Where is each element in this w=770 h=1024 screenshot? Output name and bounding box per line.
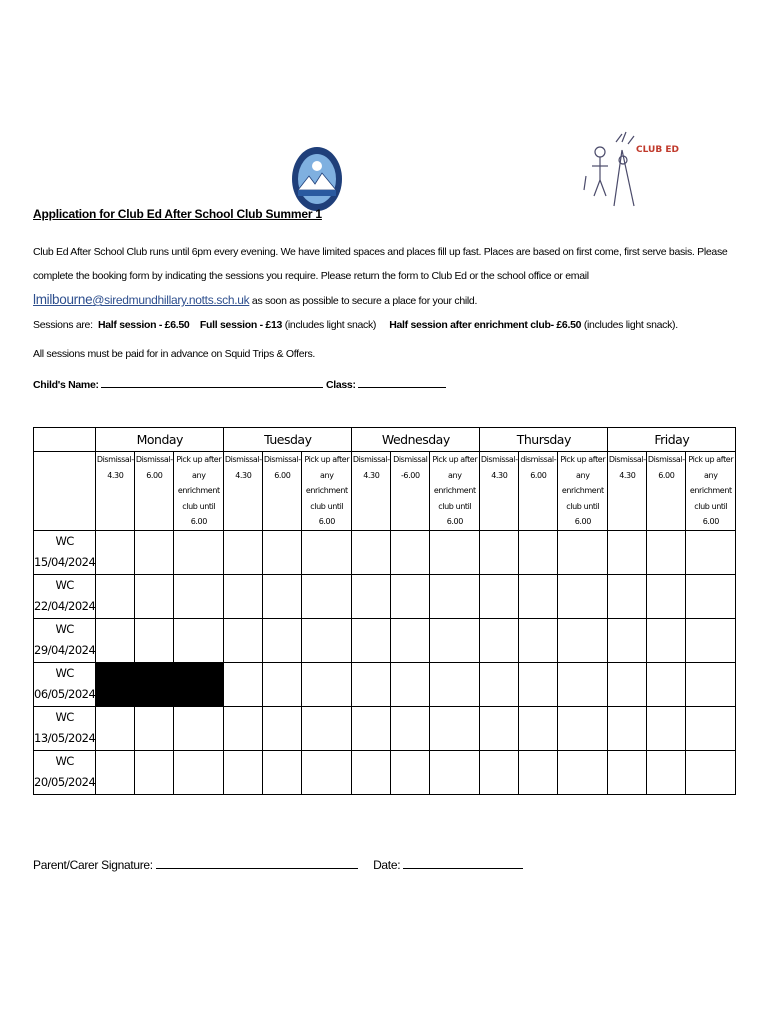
unavailable-cell	[174, 662, 224, 706]
session-type-header: Dismissal- 6.00	[647, 452, 686, 531]
signature-line	[33, 858, 523, 872]
booking-cell[interactable]	[391, 750, 430, 794]
booking-cell[interactable]	[608, 706, 647, 750]
booking-cell[interactable]	[96, 530, 135, 574]
day-header-monday: Monday	[96, 428, 224, 452]
booking-cell[interactable]	[686, 574, 736, 618]
booking-cell[interactable]	[480, 706, 519, 750]
intro-paragraph	[33, 240, 733, 313]
signature-label: Parent/Carer Signature:	[33, 858, 153, 872]
week-row	[34, 530, 736, 574]
booking-cell[interactable]	[480, 750, 519, 794]
booking-cell[interactable]	[519, 750, 558, 794]
child-details-line	[33, 377, 446, 391]
booking-cell[interactable]	[391, 706, 430, 750]
booking-cell[interactable]	[224, 618, 263, 662]
session-type-header: Dismissal- 4.30	[224, 452, 263, 531]
booking-cell[interactable]	[174, 530, 224, 574]
booking-cell[interactable]	[558, 662, 608, 706]
booking-cell[interactable]	[647, 618, 686, 662]
day-header-wednesday: Wednesday	[352, 428, 480, 452]
table-corner-cell	[34, 428, 96, 452]
booking-cell[interactable]	[686, 662, 736, 706]
session-type-header: dismissal- 6.00	[519, 452, 558, 531]
child-name-field[interactable]	[101, 377, 323, 388]
booking-cell[interactable]	[224, 706, 263, 750]
week-row	[34, 662, 736, 706]
session-type-header: Dismissal- 6.00	[263, 452, 302, 531]
booking-cell[interactable]	[608, 662, 647, 706]
booking-cell[interactable]	[519, 662, 558, 706]
booking-cell[interactable]	[391, 530, 430, 574]
booking-cell[interactable]	[224, 750, 263, 794]
week-row	[34, 750, 736, 794]
session-type-header: Pick up after any enrichment club until 6.00	[686, 452, 736, 531]
booking-cell[interactable]	[263, 574, 302, 618]
booking-cell[interactable]	[302, 618, 352, 662]
booking-cell[interactable]	[647, 574, 686, 618]
booking-cell[interactable]	[263, 662, 302, 706]
booking-cell[interactable]	[430, 618, 480, 662]
club-ed-logo-text: CLUB ED	[636, 145, 679, 155]
booking-cell[interactable]	[686, 706, 736, 750]
booking-cell[interactable]	[647, 662, 686, 706]
session-type-header: Dismissal -6.00	[391, 452, 430, 531]
booking-cell[interactable]	[352, 750, 391, 794]
intro-text-2: as soon as possible to secure a place for your child.	[249, 295, 478, 307]
week-row	[34, 618, 736, 662]
booking-cell[interactable]	[135, 750, 174, 794]
booking-cell[interactable]	[430, 662, 480, 706]
booking-cell[interactable]	[391, 662, 430, 706]
booking-cell[interactable]	[430, 574, 480, 618]
booking-cell[interactable]	[608, 750, 647, 794]
session-type-header: Dismissal- 4.30	[352, 452, 391, 531]
week-label: WC 06/05/2024	[34, 662, 96, 706]
full-session-price: Full session - £13	[199, 319, 283, 331]
session-type-header: Dismissal- 4.30	[480, 452, 519, 531]
booking-cell[interactable]	[135, 706, 174, 750]
booking-cell[interactable]	[686, 530, 736, 574]
booking-cell[interactable]	[608, 530, 647, 574]
booking-cell[interactable]	[352, 706, 391, 750]
booking-cell[interactable]	[519, 618, 558, 662]
booking-cell[interactable]	[391, 574, 430, 618]
intro-text-1: Club Ed After School Club runs until 6pm every evening. We have limited spaces and places fill up fast. Places are based on first come, first serve basis. Please complete the booking form by indicating the sessions you require. Please return the form to Club Ed or the school office or email	[33, 246, 728, 282]
week-label: WC 22/04/2024	[34, 574, 96, 618]
booking-cell[interactable]	[135, 530, 174, 574]
session-type-header: Dismissal- 4.30	[96, 452, 135, 531]
booking-cell[interactable]	[302, 706, 352, 750]
booking-cell[interactable]	[352, 530, 391, 574]
booking-cell[interactable]	[263, 618, 302, 662]
unavailable-cell	[96, 662, 135, 706]
booking-cell[interactable]	[480, 618, 519, 662]
week-label: WC 20/05/2024	[34, 750, 96, 794]
booking-cell[interactable]	[352, 662, 391, 706]
booking-cell[interactable]	[302, 750, 352, 794]
day-header-tuesday: Tuesday	[224, 428, 352, 452]
booking-cell[interactable]	[686, 618, 736, 662]
booking-cell[interactable]	[519, 574, 558, 618]
booking-cell[interactable]	[96, 574, 135, 618]
date-field[interactable]	[403, 858, 523, 869]
booking-cell[interactable]	[430, 706, 480, 750]
booking-cell[interactable]	[519, 706, 558, 750]
child-name-label: Child's Name:	[33, 379, 99, 391]
booking-cell[interactable]	[263, 706, 302, 750]
day-header-friday: Friday	[608, 428, 736, 452]
session-prices: Sessions are: Half session - £6.50 Full session - £13 (includes light snack) Half session after enrichment club- £6.50 (includes light snack).	[33, 319, 678, 331]
booking-cell[interactable]	[135, 618, 174, 662]
booking-cell[interactable]	[519, 530, 558, 574]
payment-note: All sessions must be paid for in advance on Squid Trips & Offers.	[33, 348, 316, 360]
booking-cell[interactable]	[480, 662, 519, 706]
booking-cell[interactable]	[174, 574, 224, 618]
unavailable-cell	[135, 662, 174, 706]
booking-cell[interactable]	[558, 574, 608, 618]
booking-cell[interactable]	[96, 706, 135, 750]
booking-cell[interactable]	[224, 530, 263, 574]
booking-cell[interactable]	[558, 618, 608, 662]
booking-cell[interactable]	[96, 618, 135, 662]
enrichment-session-price: Half session after enrichment club- £6.50	[389, 319, 582, 331]
week-label: WC 13/05/2024	[34, 706, 96, 750]
class-field[interactable]	[358, 377, 446, 388]
week-row	[34, 574, 736, 618]
booking-cell[interactable]	[686, 750, 736, 794]
booking-cell[interactable]	[480, 574, 519, 618]
booking-cell[interactable]	[647, 530, 686, 574]
booking-cell[interactable]	[135, 574, 174, 618]
booking-cell[interactable]	[352, 618, 391, 662]
booking-cell[interactable]	[558, 750, 608, 794]
session-type-header: Pick up after any enrichment club until 6.00	[430, 452, 480, 531]
booking-cell[interactable]	[558, 706, 608, 750]
booking-cell[interactable]	[647, 706, 686, 750]
booking-cell[interactable]	[174, 706, 224, 750]
club-ed-logo	[578, 130, 679, 212]
booking-cell[interactable]	[391, 618, 430, 662]
contact-email-link[interactable]: lmilbourne@siredmundhillary.notts.sch.uk	[33, 292, 250, 307]
half-session-price: Half session - £6.50	[97, 319, 190, 331]
session-type-header: Pick up after any enrichment club until 6.00	[174, 452, 224, 531]
class-label: Class:	[325, 379, 356, 391]
booking-cell[interactable]	[430, 750, 480, 794]
week-header-cell	[34, 452, 96, 531]
booking-cell[interactable]	[480, 530, 519, 574]
booking-cell[interactable]	[430, 530, 480, 574]
booking-cell[interactable]	[608, 574, 647, 618]
booking-cell[interactable]	[96, 750, 135, 794]
booking-cell[interactable]	[263, 750, 302, 794]
session-type-header: Pick up after any enrichment club until 6.00	[558, 452, 608, 531]
booking-cell[interactable]	[352, 574, 391, 618]
date-label: Date:	[373, 858, 401, 872]
booking-cell[interactable]	[224, 662, 263, 706]
week-row	[34, 706, 736, 750]
booking-cell[interactable]	[174, 618, 224, 662]
session-type-header: Dismissal- 4.30	[608, 452, 647, 531]
week-label: WC 15/04/2024	[34, 530, 96, 574]
week-label: WC 29/04/2024	[34, 618, 96, 662]
session-type-header: Dismissal- 6.00	[135, 452, 174, 531]
page-title: Application for Club Ed After School Club Summer 1	[33, 207, 322, 221]
booking-cell[interactable]	[302, 574, 352, 618]
session-type-header: Pick up after any enrichment club until 6.00	[302, 452, 352, 531]
booking-cell[interactable]	[558, 530, 608, 574]
booking-cell[interactable]	[263, 530, 302, 574]
booking-cell[interactable]	[608, 618, 647, 662]
booking-cell[interactable]	[174, 750, 224, 794]
booking-table	[33, 427, 736, 795]
signature-field[interactable]	[156, 858, 358, 869]
booking-cell[interactable]	[302, 662, 352, 706]
booking-cell[interactable]	[224, 574, 263, 618]
school-logo	[291, 146, 343, 212]
booking-cell[interactable]	[647, 750, 686, 794]
booking-cell[interactable]	[302, 530, 352, 574]
day-header-thursday: Thursday	[480, 428, 608, 452]
